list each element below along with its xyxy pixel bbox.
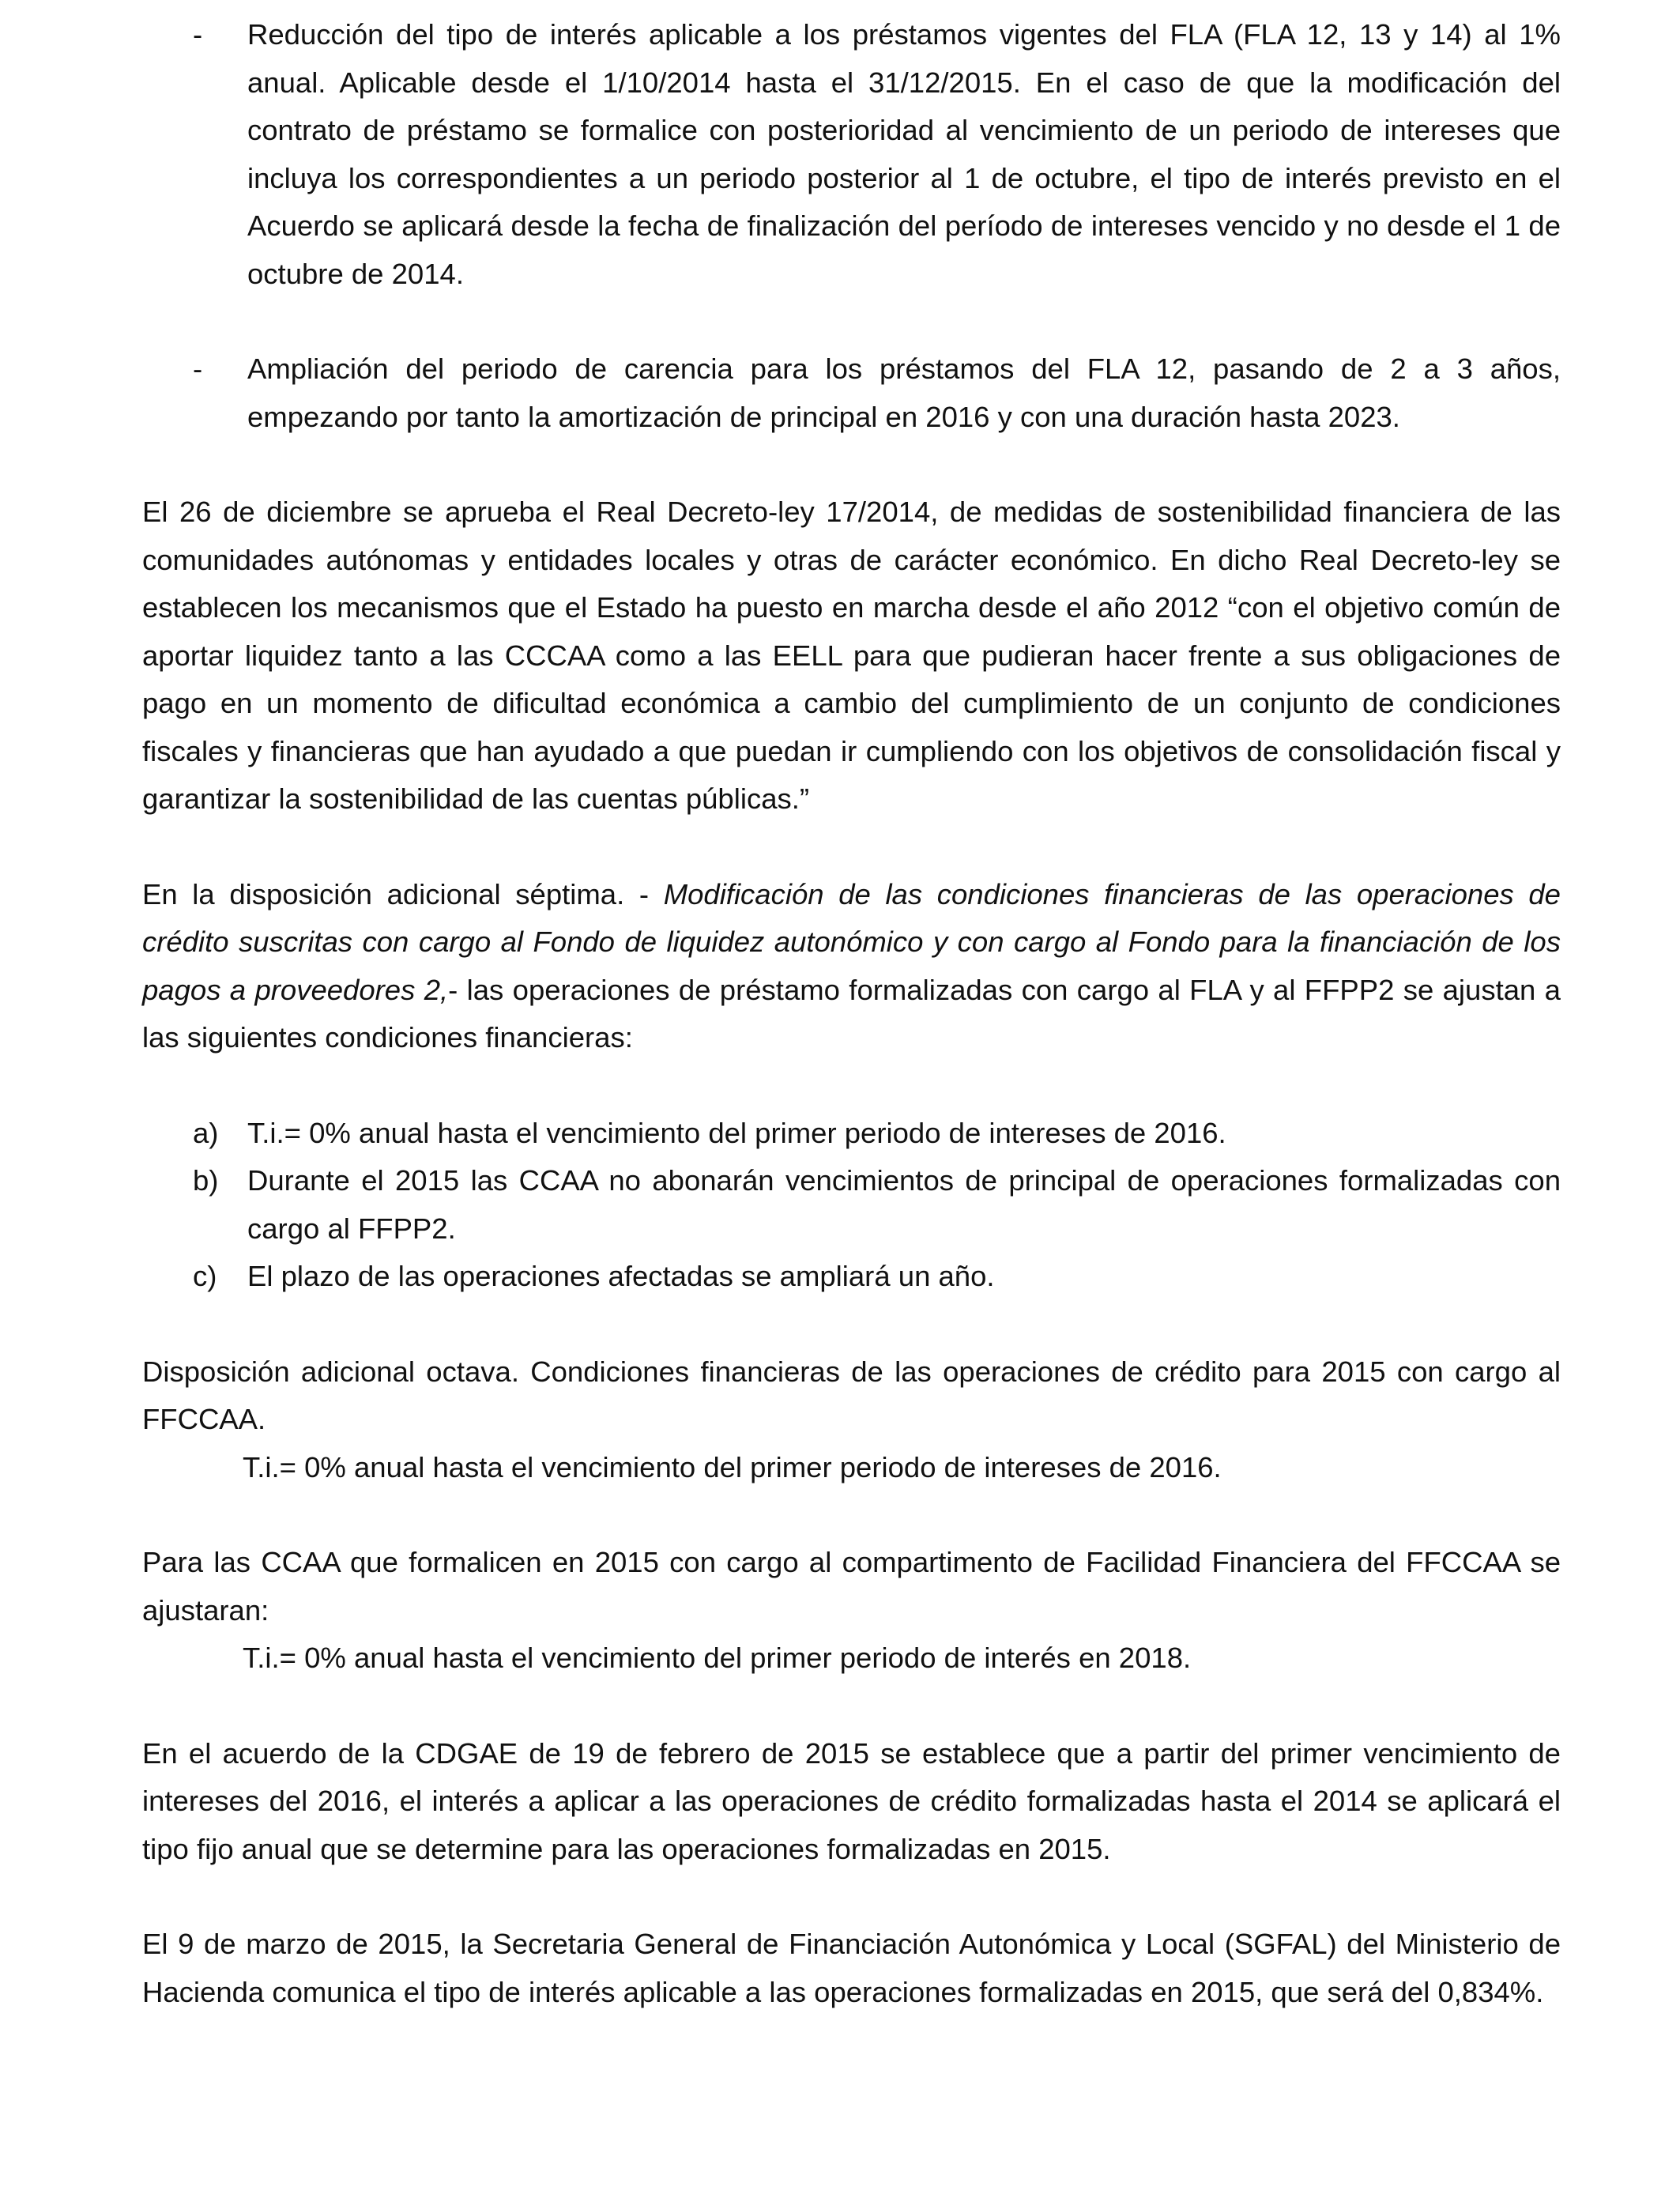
dash-list-item [142, 345, 1561, 441]
list-item-text: El plazo de las operaciones afectadas se ampliará un año. [247, 1260, 995, 1292]
list-item [142, 1253, 1561, 1301]
ffccaa-interest-line: T.i.= 0% anual hasta el vencimiento del primer periodo de interés en 2018. [243, 1642, 1192, 1674]
document-body [142, 11, 1561, 2016]
section-disposicion-octava [142, 1348, 1561, 1492]
dash-item-text: Reducción del tipo de interés aplicable a los préstamos vigentes del FLA (FLA 12, 13 y 14) al 1% anual. Aplicable desde el 1/10/2014 hasta el 31/12/2015. En el caso de que la modificación del contrato de préstamo se formalice con posterioridad al vencimiento de un periodo de intereses que incluya los correspondientes a un periodo posterior al 1 de octubre, el tipo de interés previsto en el Acuerdo se aplicará desde la fecha de finalización del período de intereses vencido y no desde el 1 de octubre de 2014. [247, 18, 1561, 290]
list-marker: c) [193, 1260, 217, 1292]
septima-lead: En la disposición adicional séptima. - [142, 877, 664, 910]
octava-interest-line: T.i.= 0% anual hasta el vencimiento del primer periodo de intereses de 2016. [243, 1450, 1222, 1483]
list-item-text: T.i.= 0% anual hasta el vencimiento del primer periodo de intereses de 2016. [247, 1116, 1226, 1149]
section-ffccaa [142, 1539, 1561, 1683]
dash-marker: - [193, 352, 203, 385]
list-item [142, 1110, 1561, 1158]
paragraph-disposicion-octava: Disposición adicional octava. Condiciones financieras de las operaciones de crédito para 2015 con cargo al FFCCAA. [142, 1355, 1561, 1435]
list-item [142, 1157, 1561, 1253]
paragraph-cdgae: En el acuerdo de la CDGAE de 19 de febrero de 2015 se establece que a partir del primer vencimiento de intereses del 2016, el interés a aplicar a las operaciones de crédito formalizadas hasta el 2014 se aplicará el tipo fijo anual que se determine para las operaciones formalizadas en 2015. [142, 1736, 1561, 1865]
conditions-list [142, 1110, 1561, 1301]
dash-marker: - [193, 18, 203, 51]
paragraph-disposicion-septima [142, 871, 1561, 1062]
paragraph-real-decreto-ley: El 26 de diciembre se aprueba el Real Decreto-ley 17/2014, de medidas de sostenibilidad financiera de las comunidades autónomas y entidades locales y otras de carácter económico. En dicho Real Decreto-ley se establecen los mecanismos que el Estado ha puesto en marcha desde el año 2012 “con el objetivo común de aportar liquidez tanto a las CCCAA como a las EELL para que pudieran hacer frente a sus obligaciones de pago en un momento de dificultad económica a cambio del cumplimiento de un conjunto de condiciones fiscales y financieras que han ayudado a que puedan ir cumpliendo con los objetivos de consolidación fiscal y garantizar la sostenibilidad de las cuentas públicas.” [142, 496, 1561, 815]
dash-item-text: Ampliación del periodo de carencia para los préstamos del FLA 12, pasando de 2 a 3 años, empezando por tanto la amortización de principal en 2016 y con una duración hasta 2023. [247, 352, 1561, 433]
paragraph-ffccaa: Para las CCAA que formalicen en 2015 con cargo al compartimento de Facilidad Financiera del FFCCAA se ajustaran: [142, 1546, 1561, 1627]
paragraph-sgfal: El 9 de marzo de 2015, la Secretaria General de Financiación Autonómica y Local (SGFAL) del Ministerio de Hacienda comunica el tipo de interés aplicable a las operaciones formalizadas en 2015, que será del 0,834%. [142, 1928, 1561, 2008]
septima-rest: - las operaciones de préstamo formalizadas con cargo al FLA y al FFPP2 se ajustan a las siguientes condiciones financieras: [142, 973, 1561, 1054]
list-item-text: Durante el 2015 las CCAA no abonarán vencimientos de principal de operaciones formalizadas con cargo al FFPP2. [247, 1164, 1561, 1245]
list-marker: a) [193, 1116, 219, 1149]
list-marker: b) [193, 1164, 219, 1197]
septima-italic-title: Modificación de las condiciones financieras de las operaciones de crédito suscritas con cargo al Fondo de liquidez autonómico y con cargo al Fondo para la financiación de los pagos a proveedores 2, [142, 877, 1561, 1006]
dash-list-item [142, 11, 1561, 298]
